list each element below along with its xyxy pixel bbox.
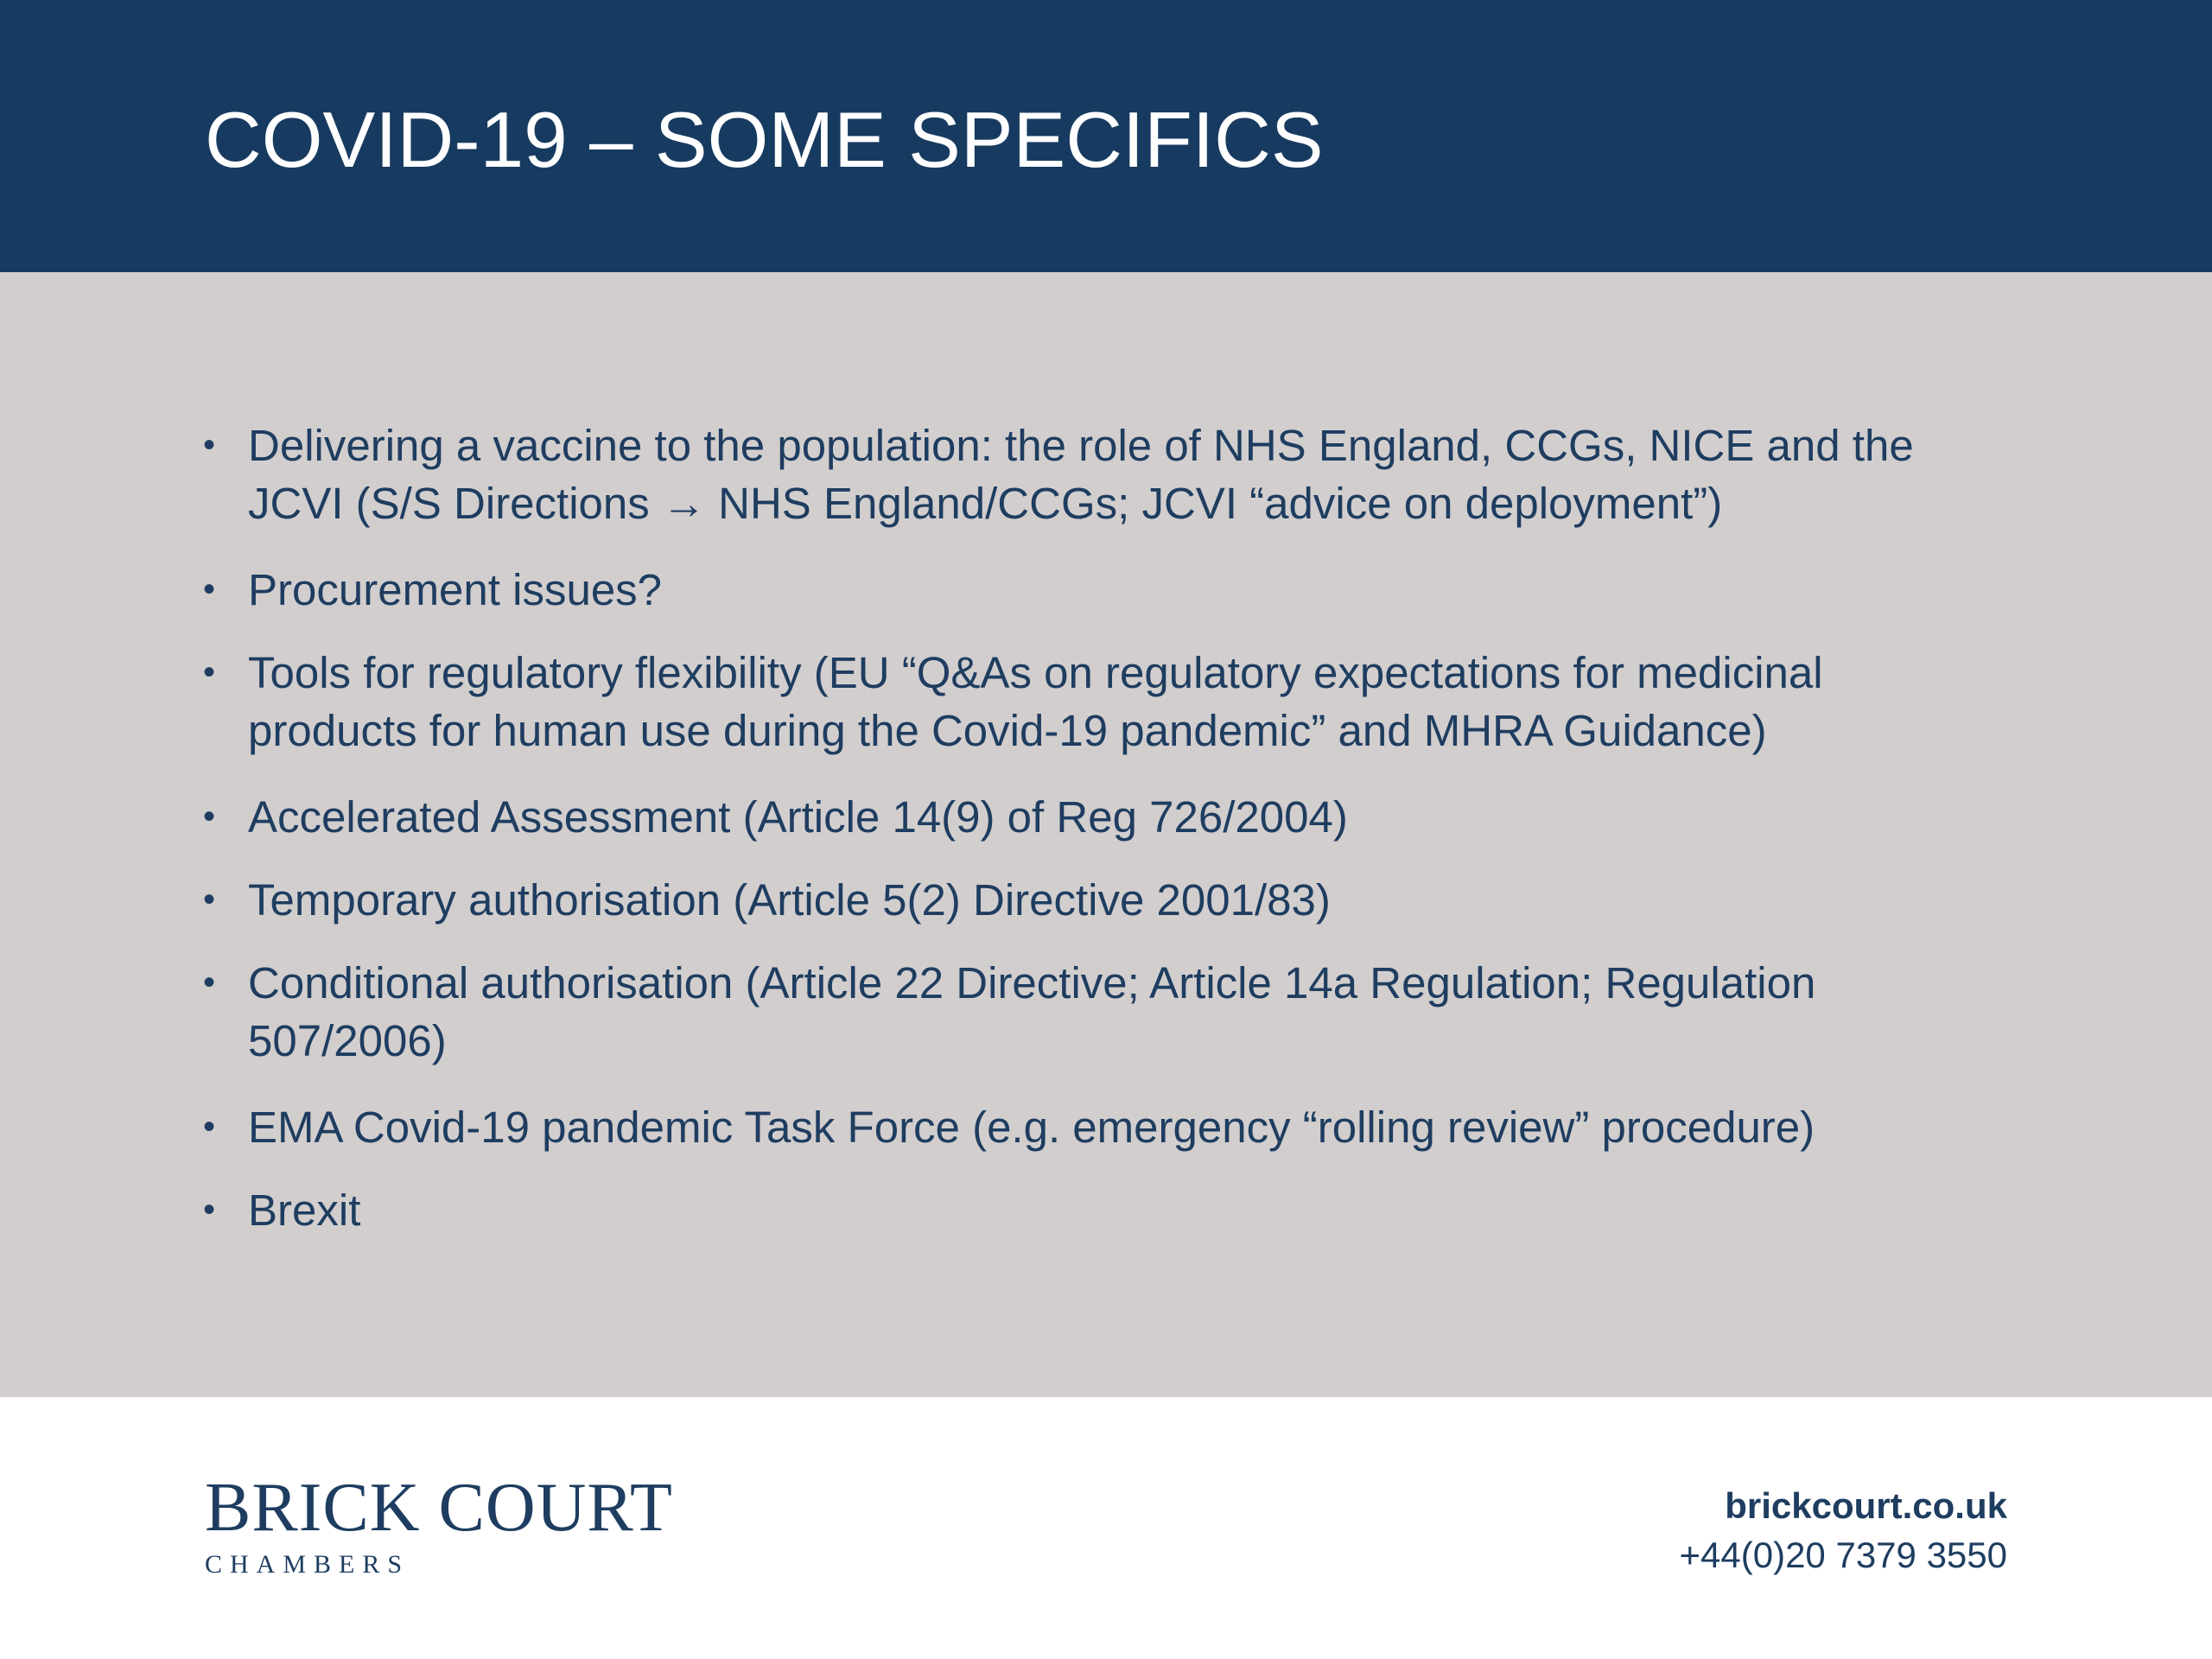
bullet-item: • Brexit xyxy=(248,1181,1976,1239)
slide-content xyxy=(0,272,2212,1397)
website-text: brickcourt.co.uk xyxy=(1725,1485,2007,1526)
slide-title: COVID-19 – SOME SPECIFICS xyxy=(205,97,1324,184)
bullet-item: • Delivering a vaccine to the population: the role of NHS England, CCGs, NICE and the JCVI (S/S Directions → NHS England/CCGs; JCVI “advice on deployment”) xyxy=(248,416,1976,532)
phone-text: +44(0)20 7379 3550 xyxy=(1679,1535,2007,1575)
bullet-item: • Tools for regulatory flexibility (EU “Q&As on regulatory expectations for medicinal products for human use during the Covid-19 pandemic” and MHRA Guidance) xyxy=(248,644,1976,760)
bullet-item: • Temporary authorisation (Article 5(2) Directive 2001/83) xyxy=(248,871,1976,929)
brick-court-logo xyxy=(205,1470,673,1580)
bullet-item: • Conditional authorisation (Article 22 Directive; Article 14a Regulation; Regulation 507/2006) xyxy=(248,954,1976,1070)
slide-footer xyxy=(0,1397,2212,1659)
logo-wordmark: BRICK COURT xyxy=(205,1470,673,1546)
bullet-item: • Accelerated Assessment (Article 14(9) of Reg 726/2004) xyxy=(248,788,1976,846)
bullet-item: • Procurement issues? xyxy=(248,561,1976,619)
logo-subtitle: CHAMBERS xyxy=(205,1550,410,1579)
slide-header xyxy=(0,0,2212,272)
bullet-item: • EMA Covid-19 pandemic Task Force (e.g. emergency “rolling review” procedure) xyxy=(248,1098,1976,1156)
contact-info xyxy=(1680,1484,2008,1579)
